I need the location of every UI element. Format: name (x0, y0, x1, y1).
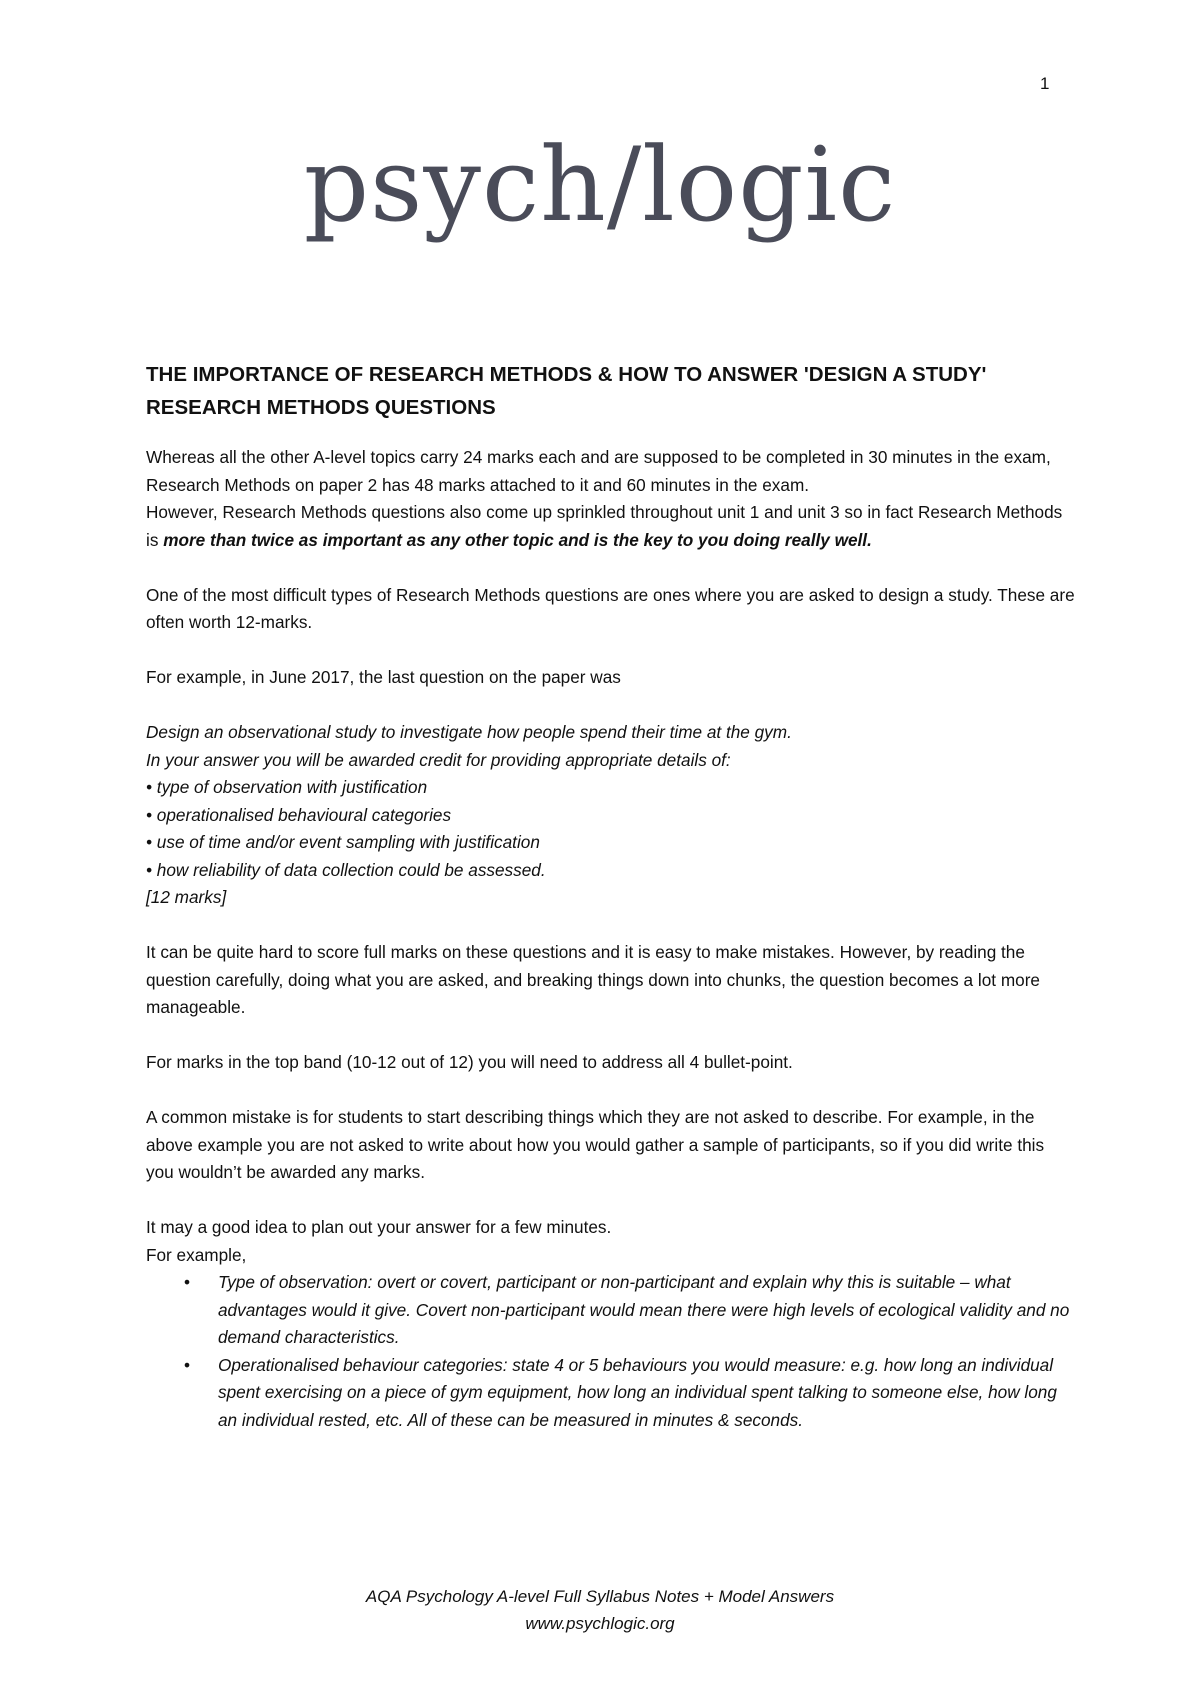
plan-item-text: Operationalised behaviour categories: state 4 or 5 behaviours you would measure: e.g. how long an individual spent exercising on a piece of gym equipment, how long an individual spent talking to someone else, how long an individual rested, etc. All of these can be measured in minutes & seconds. (218, 1354, 1057, 1430)
intro-paragraph-2 (146, 499, 1076, 554)
exam-question-line-2: In your answer you will be awarded credit for providing appropriate details of: (146, 749, 731, 770)
example-intro: For example, in June 2017, the last question on the paper was (146, 667, 621, 687)
advice-paragraph: It can be quite hard to score full marks on these questions and it is easy to make mistakes. However, by reading the question carefully, doing what you are asked, and breaking things down into chunks, the question becomes a lot more manageable. (146, 942, 1040, 1017)
page-number: 1 (1040, 74, 1050, 93)
difficult-types-paragraph: One of the most difficult types of Research Methods questions are ones where you are asked to design a study. These are often worth 12-marks. (146, 584, 1075, 632)
exam-question-marks: [12 marks] (146, 887, 227, 907)
footer-url[interactable]: www.psychlogic.org (525, 1614, 675, 1633)
exam-question-bullet: • how reliability of data collection could be assessed. (146, 859, 546, 880)
bullet-icon: • (184, 1354, 191, 1375)
footer-title: AQA Psychology A-level Full Syllabus Notes + Model Answers (365, 1587, 835, 1606)
common-mistake-paragraph: A common mistake is for students to start describing things which they are not asked to describe. For example, in the above example you are not asked to write about how you would gather a sample of participants, so if you did write this you wouldn’t be awarded any marks. (146, 1107, 1045, 1182)
top-band-paragraph: For marks in the top band (10-12 out of 12) you will need to address all 4 bullet-point. (146, 1052, 793, 1072)
intro-paragraph-2-text: However, Research Methods questions also come up sprinkled throughout unit 1 and unit 3 so in fact Research Methods is (146, 502, 1063, 550)
document-body (146, 358, 1076, 1434)
exam-question-bullet: • operationalised behavioural categories (146, 804, 452, 825)
page-footer (0, 1583, 1200, 1637)
psychlogic-logo: psych/logic (303, 126, 897, 245)
intro-emphasis: more than twice as important as any other topic and is the key to you doing really well. (163, 529, 872, 550)
exam-question-line-1: Design an observational study to investigate how people spend their time at the gym. (146, 722, 792, 742)
plan-example-label: For example, (146, 1244, 247, 1265)
exam-question-bullet: • use of time and/or event sampling with justification (146, 832, 540, 852)
page-title: THE IMPORTANCE OF RESEARCH METHODS & HOW TO ANSWER 'DESIGN A STUDY' RESEARCH METHODS QUESTIONS (146, 363, 987, 419)
plan-item-text: Type of observation: overt or covert, participant or non-participant and explain why this is suitable – what advantages would it give. Covert non-participant would mean there were high levels of ecological validity and no demand characteristics. (218, 1272, 1070, 1347)
plan-intro: It may a good idea to plan out your answer for a few minutes. (146, 1217, 612, 1237)
bullet-icon: • (184, 1272, 191, 1292)
intro-paragraph-1: Whereas all the other A-level topics carry 24 marks each and are supposed to be completed in 30 minutes in the exam, Research Methods on paper 2 has 48 marks attached to it and 60 minutes in the exam. (146, 447, 1051, 495)
plan-list-item (146, 1352, 1076, 1435)
plan-list-item (146, 1269, 1076, 1352)
exam-question-bullet: • type of observation with justification (146, 777, 428, 797)
exam-question (146, 719, 1076, 912)
plan-list (146, 1269, 1076, 1434)
